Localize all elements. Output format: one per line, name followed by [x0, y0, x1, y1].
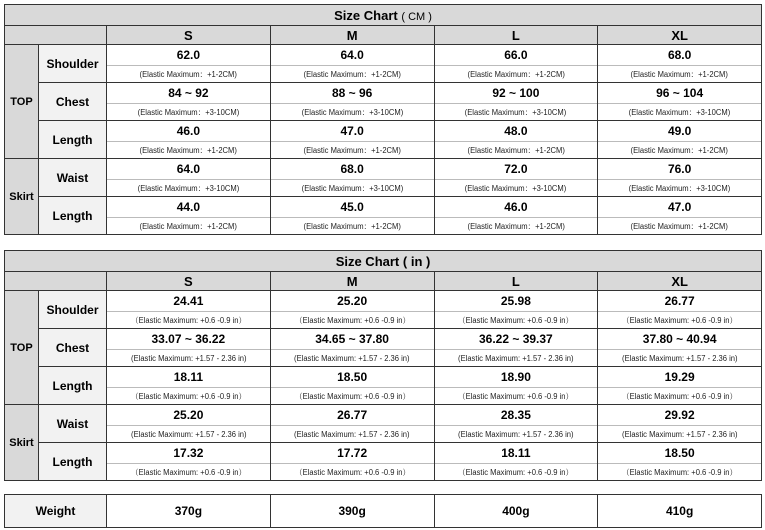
measure-label: Length — [39, 197, 107, 235]
value-cell: 92 ~ 100 — [434, 83, 598, 104]
note-cell — [434, 426, 598, 443]
note-text: (Elastic Maximum：+3-10CM) — [137, 107, 240, 117]
note-cell — [598, 426, 762, 443]
value-cell: 25.20 — [270, 291, 434, 312]
note-text: (Elastic Maximum: +1.57 - 2.36 in) — [294, 429, 410, 439]
note-cell — [434, 66, 598, 83]
weight-table — [4, 494, 762, 528]
table-title — [5, 251, 762, 272]
note-text: （Elastic Maximum: +0.6 -0.9 in） — [294, 467, 410, 477]
note-cell — [598, 218, 762, 235]
table-row — [5, 121, 762, 142]
value-cell: 36.22 ~ 39.37 — [434, 329, 598, 350]
value-cell: 64.0 — [270, 45, 434, 66]
note-text: (Elastic Maximum：+1-2CM) — [303, 221, 401, 231]
note-text: (Elastic Maximum: +1.57 - 2.36 in) — [621, 353, 738, 363]
note-cell — [270, 218, 434, 235]
note-text: (Elastic Maximum：+1-2CM) — [630, 69, 729, 79]
note-text: (Elastic Maximum: +1.57 - 2.36 in) — [621, 429, 738, 439]
note-row — [5, 218, 762, 235]
value-cell: 49.0 — [598, 121, 762, 142]
note-text: (Elastic Maximum：+3-10CM) — [628, 107, 731, 117]
table-title-unit: ( in ) — [402, 253, 431, 269]
size-header-s: S — [107, 26, 271, 45]
note-text: (Elastic Maximum：+1-2CM) — [467, 145, 565, 155]
note-text: (Elastic Maximum: +1.57 - 2.36 in) — [130, 353, 247, 363]
note-text: (Elastic Maximum：+3-10CM) — [465, 183, 567, 193]
measure-label: Length — [39, 443, 107, 481]
size-header-xl: XL — [598, 26, 762, 45]
value-cell: 72.0 — [434, 159, 598, 180]
size-header-m: M — [270, 26, 434, 45]
header-blank — [5, 272, 107, 291]
note-cell — [434, 104, 598, 121]
note-cell — [270, 66, 434, 83]
note-cell — [434, 142, 598, 159]
note-row — [5, 350, 762, 367]
value-cell: 19.29 — [598, 367, 762, 388]
measure-label: Waist — [39, 405, 107, 443]
size-chart-inch-table — [4, 250, 762, 481]
value-cell: 68.0 — [270, 159, 434, 180]
value-cell: 37.80 ~ 40.94 — [598, 329, 762, 350]
note-row — [5, 388, 762, 405]
value-cell: 18.11 — [434, 443, 598, 464]
note-row — [5, 312, 762, 329]
header-blank — [5, 26, 107, 45]
table-title-unit: ( CM ) — [401, 10, 432, 23]
value-cell: 47.0 — [270, 121, 434, 142]
value-cell: 26.77 — [598, 291, 762, 312]
note-row — [5, 464, 762, 481]
note-cell — [270, 426, 434, 443]
note-text: (Elastic Maximum：+3-10CM) — [465, 107, 567, 117]
measure-label: Chest — [39, 83, 107, 121]
note-cell — [107, 142, 271, 159]
note-cell — [598, 388, 762, 405]
note-row — [5, 66, 762, 83]
weight-value-s: 370g — [107, 495, 271, 528]
note-cell — [434, 388, 598, 405]
measure-label: Shoulder — [39, 291, 107, 329]
note-row — [5, 104, 762, 121]
note-text: （Elastic Maximum: +0.6 -0.9 in） — [294, 315, 410, 325]
note-cell — [107, 218, 271, 235]
note-row — [5, 142, 762, 159]
table-row — [5, 83, 762, 104]
note-text: (Elastic Maximum：+1-2CM) — [139, 69, 238, 79]
value-cell: 34.65 ~ 37.80 — [270, 329, 434, 350]
size-header-m: M — [270, 272, 434, 291]
size-header-l: L — [434, 272, 598, 291]
note-cell — [270, 388, 434, 405]
note-text: （Elastic Maximum: +0.6 -0.9 in） — [622, 391, 738, 401]
value-cell: 17.32 — [107, 443, 271, 464]
note-cell — [107, 104, 271, 121]
value-cell: 62.0 — [107, 45, 271, 66]
value-cell: 25.20 — [107, 405, 271, 426]
note-text: （Elastic Maximum: +0.6 -0.9 in） — [458, 391, 574, 401]
note-text: (Elastic Maximum：+3-10CM) — [301, 107, 403, 117]
value-cell: 64.0 — [107, 159, 271, 180]
note-text: (Elastic Maximum: +1.57 - 2.36 in) — [294, 353, 410, 363]
note-cell — [434, 180, 598, 197]
size-header-row — [5, 272, 762, 291]
value-cell: 28.35 — [434, 405, 598, 426]
table-title-row — [5, 5, 762, 26]
value-cell: 45.0 — [270, 197, 434, 218]
note-text: （Elastic Maximum: +0.6 -0.9 in） — [458, 467, 574, 477]
value-cell: 84 ~ 92 — [107, 83, 271, 104]
note-cell — [107, 66, 271, 83]
note-cell — [270, 180, 434, 197]
size-chart-cm-table — [4, 4, 762, 235]
table-title-text: Size Chart — [334, 7, 398, 23]
note-text: （Elastic Maximum: +0.6 -0.9 in） — [130, 391, 246, 401]
note-cell — [598, 180, 762, 197]
note-text: （Elastic Maximum: +0.6 -0.9 in） — [458, 315, 574, 325]
value-cell: 33.07 ~ 36.22 — [107, 329, 271, 350]
note-cell — [107, 312, 271, 329]
value-cell: 47.0 — [598, 197, 762, 218]
measure-label: Length — [39, 367, 107, 405]
table-row — [5, 291, 762, 312]
weight-value-l: 400g — [434, 495, 598, 528]
note-cell — [434, 218, 598, 235]
note-text: (Elastic Maximum：+3-10CM) — [137, 183, 240, 193]
table-row — [5, 197, 762, 218]
group-label: Skirt — [5, 405, 39, 481]
value-cell: 46.0 — [107, 121, 271, 142]
table-title-row — [5, 251, 762, 272]
note-text: (Elastic Maximum: +1.57 - 2.36 in) — [458, 429, 574, 439]
size-header-l: L — [434, 26, 598, 45]
value-cell: 66.0 — [434, 45, 598, 66]
value-cell: 29.92 — [598, 405, 762, 426]
note-text: (Elastic Maximum：+1-2CM) — [303, 69, 401, 79]
measure-label: Chest — [39, 329, 107, 367]
size-header-xl: XL — [598, 272, 762, 291]
note-text: （Elastic Maximum: +0.6 -0.9 in） — [130, 467, 246, 477]
note-text: （Elastic Maximum: +0.6 -0.9 in） — [294, 391, 410, 401]
note-text: (Elastic Maximum：+1-2CM) — [467, 221, 565, 231]
table-row — [5, 405, 762, 426]
note-cell — [270, 350, 434, 367]
table-row — [5, 45, 762, 66]
note-text: (Elastic Maximum：+3-10CM) — [628, 183, 731, 193]
note-cell — [434, 350, 598, 367]
note-row — [5, 180, 762, 197]
weight-label: Weight — [5, 495, 107, 528]
note-cell — [270, 142, 434, 159]
table-row — [5, 443, 762, 464]
note-row — [5, 426, 762, 443]
value-cell: 18.50 — [270, 367, 434, 388]
value-cell: 18.50 — [598, 443, 762, 464]
value-cell: 48.0 — [434, 121, 598, 142]
note-cell — [107, 464, 271, 481]
value-cell: 88 ~ 96 — [270, 83, 434, 104]
group-label: TOP — [5, 45, 39, 159]
note-text: (Elastic Maximum：+1-2CM) — [303, 145, 401, 155]
note-cell — [598, 142, 762, 159]
table-title-text: Size Chart — [335, 253, 400, 269]
note-text: (Elastic Maximum：+1-2CM) — [630, 221, 729, 231]
group-label: TOP — [5, 291, 39, 405]
value-cell: 18.11 — [107, 367, 271, 388]
note-text: (Elastic Maximum: +1.57 - 2.36 in) — [130, 429, 247, 439]
value-cell: 96 ~ 104 — [598, 83, 762, 104]
note-cell — [598, 350, 762, 367]
measure-label: Length — [39, 121, 107, 159]
note-text: (Elastic Maximum: +1.57 - 2.36 in) — [458, 353, 574, 363]
size-header-s: S — [107, 272, 271, 291]
value-cell: 17.72 — [270, 443, 434, 464]
note-cell — [434, 312, 598, 329]
note-text: (Elastic Maximum：+1-2CM) — [139, 145, 238, 155]
note-cell — [598, 464, 762, 481]
value-cell: 46.0 — [434, 197, 598, 218]
note-cell — [434, 464, 598, 481]
note-text: (Elastic Maximum：+1-2CM) — [467, 69, 565, 79]
note-cell — [598, 104, 762, 121]
size-header-row — [5, 26, 762, 45]
group-label: Skirt — [5, 159, 39, 235]
value-cell: 76.0 — [598, 159, 762, 180]
table-title — [5, 5, 762, 26]
table-row — [5, 329, 762, 350]
note-cell — [270, 312, 434, 329]
table-row — [5, 367, 762, 388]
weight-value-xl: 410g — [598, 495, 762, 528]
note-cell — [270, 464, 434, 481]
value-cell: 25.98 — [434, 291, 598, 312]
measure-label: Shoulder — [39, 45, 107, 83]
note-cell — [107, 350, 271, 367]
note-cell — [598, 66, 762, 83]
note-text: （Elastic Maximum: +0.6 -0.9 in） — [622, 315, 738, 325]
note-cell — [107, 426, 271, 443]
note-text: （Elastic Maximum: +0.6 -0.9 in） — [130, 315, 246, 325]
table-row — [5, 159, 762, 180]
weight-row — [5, 495, 762, 528]
value-cell: 44.0 — [107, 197, 271, 218]
note-cell — [107, 388, 271, 405]
note-cell — [598, 312, 762, 329]
note-text: (Elastic Maximum：+1-2CM) — [630, 145, 729, 155]
note-text: (Elastic Maximum：+1-2CM) — [139, 221, 238, 231]
value-cell: 24.41 — [107, 291, 271, 312]
measure-label: Waist — [39, 159, 107, 197]
value-cell: 68.0 — [598, 45, 762, 66]
weight-value-m: 390g — [270, 495, 434, 528]
value-cell: 26.77 — [270, 405, 434, 426]
note-cell — [270, 104, 434, 121]
value-cell: 18.90 — [434, 367, 598, 388]
note-text: (Elastic Maximum：+3-10CM) — [301, 183, 403, 193]
note-text: （Elastic Maximum: +0.6 -0.9 in） — [622, 467, 738, 477]
note-cell — [107, 180, 271, 197]
